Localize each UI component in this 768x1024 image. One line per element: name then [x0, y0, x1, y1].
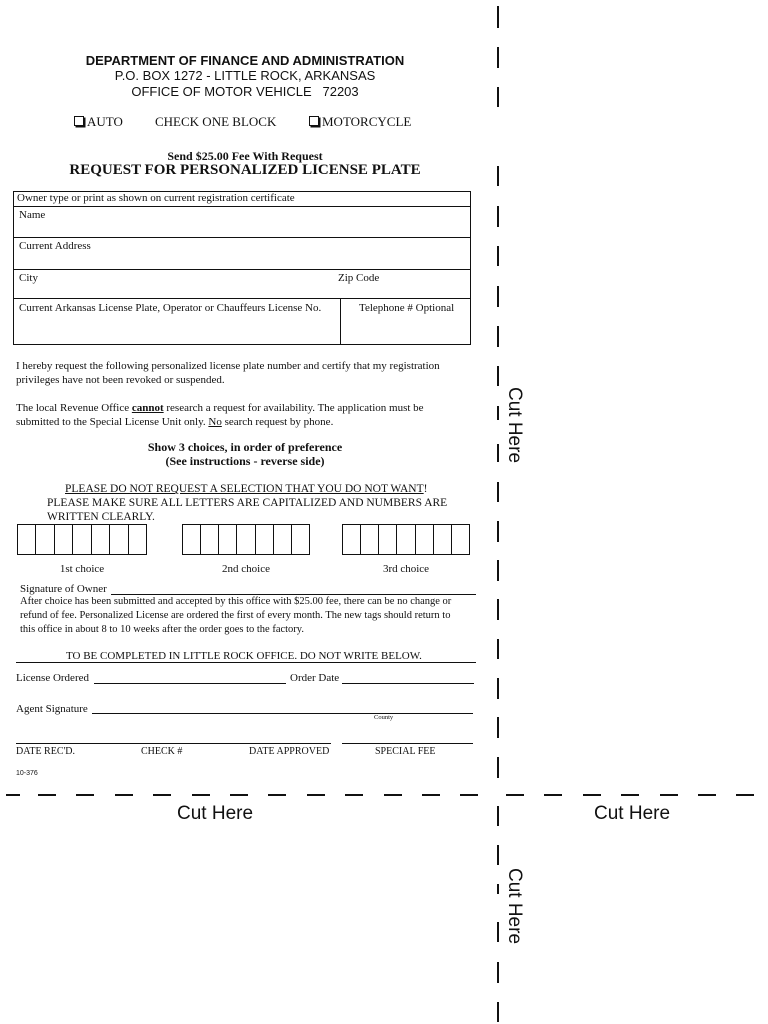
- character-box[interactable]: [379, 525, 397, 554]
- order-date-label: Order Date: [290, 672, 340, 684]
- signature-terms: [20, 595, 485, 637]
- character-box[interactable]: [397, 525, 415, 554]
- phone-cell-divider: [340, 299, 341, 345]
- signature-label: Signature of Owner: [20, 583, 107, 595]
- county-label: County: [374, 714, 394, 721]
- certification-paragraph: [16, 359, 476, 387]
- auto-label: AUTO: [87, 114, 123, 129]
- character-box[interactable]: [183, 525, 201, 554]
- checkbox-square-icon[interactable]: [74, 116, 84, 126]
- availability-text: submitted to the Special License Unit only.: [16, 416, 209, 428]
- city-zip-row[interactable]: [14, 270, 470, 299]
- character-box[interactable]: [274, 525, 292, 554]
- special-fee-label: SPECIAL FEE: [375, 746, 436, 757]
- cut-here-label-left: Cut Here: [177, 803, 254, 824]
- character-box[interactable]: [452, 525, 469, 554]
- character-box[interactable]: [18, 525, 36, 554]
- license-ordered-label: License Ordered: [16, 672, 89, 684]
- third-choice-label: 3rd choice: [382, 563, 430, 575]
- telephone-label: Telephone # Optional: [359, 302, 455, 314]
- character-box[interactable]: [292, 525, 309, 554]
- character-box[interactable]: [129, 525, 146, 554]
- name-label: Name: [19, 209, 46, 221]
- date-approved-label: DATE APPROVED: [249, 746, 330, 757]
- cut-here-label-vertical-upper: Cut Here: [504, 386, 525, 464]
- fee-note: Send $25.00 Fee With Request: [167, 149, 323, 163]
- auto-checkbox[interactable]: [74, 114, 123, 130]
- check-one-block-instruction: CHECK ONE BLOCK: [155, 114, 277, 129]
- character-box[interactable]: [219, 525, 237, 554]
- license-ordered-line[interactable]: [94, 683, 286, 684]
- cannot-emphasis: cannot: [131, 402, 164, 414]
- second-choice-boxes[interactable]: [182, 524, 310, 555]
- availability-text: The local Revenue Office: [16, 402, 132, 414]
- warning-line-3: WRITTEN CLEARLY.: [47, 511, 155, 523]
- dates-line[interactable]: [16, 743, 331, 744]
- availability-text: search request by phone.: [221, 416, 334, 428]
- check-number-label: CHECK #: [141, 746, 183, 757]
- preference-line-1: Show 3 choices, in order of preference: [147, 440, 343, 454]
- address-label: Current Address: [19, 240, 91, 252]
- character-box[interactable]: [36, 525, 54, 554]
- agent-signature-label: Agent Signature: [16, 703, 88, 715]
- third-choice-boxes[interactable]: [342, 524, 470, 555]
- cut-here-label-right: Cut Here: [594, 803, 671, 824]
- warning-line-1: PLEASE DO NOT REQUEST A SELECTION THAT YOU DO NOT WANT: [65, 483, 424, 495]
- terms-line-1: After choice has been submitted and accepted by this office with $25.00 fee, there can be no change or: [20, 596, 452, 607]
- terms-line-2: refund of fee. Personalized License are ordered the first of every month. The new tags should return to: [20, 610, 451, 621]
- warning-line-2: PLEASE MAKE SURE ALL LETTERS ARE CAPITALIZED AND NUMBERS ARE: [47, 497, 448, 509]
- availability-paragraph: [16, 401, 476, 429]
- warning-exclamation: !: [423, 483, 428, 495]
- form-title: REQUEST FOR PERSONALIZED LICENSE PLATE: [69, 162, 421, 178]
- cut-here-label-vertical-lower: Cut Here: [504, 867, 525, 945]
- second-choice-label: 2nd choice: [222, 563, 270, 575]
- character-box[interactable]: [92, 525, 110, 554]
- order-date-line[interactable]: [342, 683, 474, 684]
- office-section-heading: TO BE COMPLETED IN LITTLE ROCK OFFICE. DO NOT WRITE BELOW.: [66, 650, 422, 662]
- checkbox-square-icon[interactable]: [309, 116, 319, 126]
- first-choice-boxes[interactable]: [17, 524, 147, 555]
- zip-code-label: Zip Code: [338, 272, 380, 284]
- certification-line-2: privileges have not been revoked or suspended.: [16, 374, 225, 386]
- character-box[interactable]: [343, 525, 361, 554]
- character-box[interactable]: [73, 525, 91, 554]
- license-phone-row[interactable]: [14, 299, 470, 345]
- motorcycle-label: MOTORCYCLE: [322, 114, 412, 129]
- special-fee-line[interactable]: [342, 743, 473, 744]
- office-heading-rule: [16, 662, 476, 663]
- office-name: OFFICE OF MOTOR VEHICLE 72203: [131, 84, 359, 99]
- preference-line-2: (See instructions - reverse side): [165, 454, 325, 468]
- license-number-label: Current Arkansas License Plate, Operator or Chauffeurs License No.: [19, 302, 322, 314]
- form-number: 10-376: [16, 770, 38, 777]
- certification-line-1: I hereby request the following personalized license plate number and certify that my registration: [16, 360, 440, 372]
- character-box[interactable]: [434, 525, 452, 554]
- character-box[interactable]: [416, 525, 434, 554]
- date-received-label: DATE REC'D.: [16, 746, 76, 757]
- first-choice-label: 1st choice: [59, 563, 105, 575]
- character-box[interactable]: [256, 525, 274, 554]
- preference-instructions: [0, 440, 490, 468]
- no-emphasis: No: [208, 416, 222, 428]
- name-field[interactable]: [14, 207, 470, 238]
- motorcycle-checkbox[interactable]: [309, 114, 411, 130]
- availability-text: research a request for availability. The application must be: [163, 402, 424, 414]
- character-box[interactable]: [110, 525, 128, 554]
- owner-table-header-row: [14, 192, 470, 207]
- character-box[interactable]: [361, 525, 379, 554]
- terms-line-3: this office in about 8 to 10 weeks after the order goes to the factory.: [20, 624, 304, 635]
- city-label: City: [19, 272, 38, 284]
- character-box[interactable]: [55, 525, 73, 554]
- owner-table-header: Owner type or print as shown on current registration certificate: [17, 192, 295, 204]
- department-heading: DEPARTMENT OF FINANCE AND ADMINISTRATION: [85, 53, 405, 68]
- character-box[interactable]: [237, 525, 255, 554]
- owner-info-table: [13, 191, 471, 345]
- po-box-address: P.O. BOX 1272 - LITTLE ROCK, ARKANSAS: [114, 68, 376, 83]
- address-field[interactable]: [14, 238, 470, 270]
- agent-signature-line[interactable]: [92, 713, 473, 714]
- warning-block: [47, 482, 477, 524]
- character-box[interactable]: [201, 525, 219, 554]
